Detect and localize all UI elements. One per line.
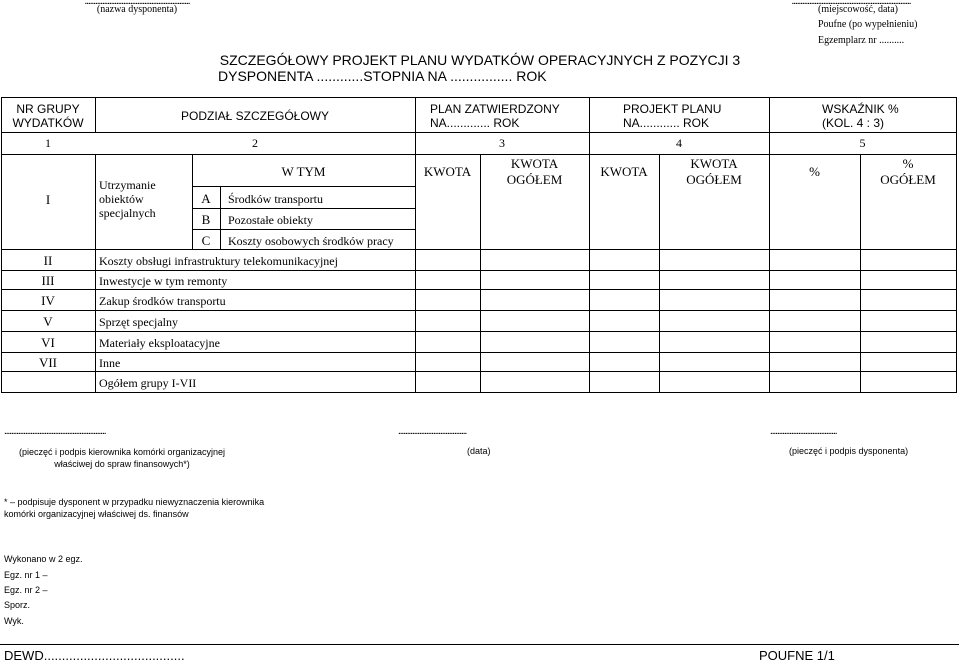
row-label: Sprzęt specjalny — [99, 315, 178, 329]
column-number-4: 4 — [676, 136, 682, 150]
subitem-letter: C — [201, 233, 211, 248]
copy-number-label: Egzemplarz nr .......... — [818, 35, 905, 46]
row-label: Zakup środków transportu — [99, 294, 226, 308]
place-date-caption: (miejscowość, data) — [818, 4, 898, 15]
subheader-projekt-kwota-ogolem: KWOTA OGÓŁEM — [686, 156, 742, 187]
signature-dots-mid: ....................................... — [398, 425, 467, 437]
subheader-plan-kwota: KWOTA — [423, 164, 472, 179]
document-title-line1: SZCZEGÓŁOWY PROJEKT PLANU WYDATKÓW OPERACYJNYCH Z POZYCJI 3 — [219, 52, 741, 68]
classification-label: Poufne (po wypełnieniu) — [818, 19, 918, 30]
signature-caption-right: (pieczęć i podpis dysponenta) — [789, 446, 909, 456]
organization-name-caption: (nazwa dysponenta) — [96, 4, 178, 15]
footer-classification: POUFNE 1/1 — [759, 648, 835, 663]
row-number: VII — [38, 355, 58, 370]
row-number: III — [41, 273, 55, 288]
header-podzial: PODZIAŁ SZCZEGÓŁOWY — [180, 109, 330, 123]
signature-dots-right: ...................................... — [770, 425, 837, 437]
row-label: Koszty obsługi infrastruktury telekomunikacyjnej — [99, 254, 338, 268]
column-number-3: 3 — [499, 136, 505, 150]
signature-dots-left: .......................................................... — [4, 425, 106, 437]
signature-caption-left: (pieczęć i podpis kierownika komórki organizacyjnej właściwej do spraw finansowych*) — [18, 447, 226, 469]
row-label: Materiały eksploatacyjne — [99, 336, 220, 350]
distribution-line: Wykonano w 2 egz. — [4, 554, 83, 564]
subitem-letter: B — [201, 212, 211, 227]
header-nr-grupy: NR GRUPY WYDATKÓW — [12, 102, 84, 130]
subitem-label: Środków transportu — [228, 192, 323, 206]
total-row-label: Ogółem grupy I-VII — [99, 376, 197, 390]
subheader-plan-kwota-ogolem: KWOTA OGÓŁEM — [506, 156, 563, 187]
subheader-pct-ogolem: % OGÓŁEM — [880, 156, 936, 187]
row-number: II — [43, 253, 53, 268]
distribution-line: Egz. nr 1 – — [4, 570, 48, 580]
row-number: VI — [41, 335, 55, 350]
distribution-line: Wyk. — [4, 616, 24, 626]
distribution-line: Sporz. — [4, 600, 31, 610]
column-number-5: 5 — [859, 136, 866, 150]
subitem-letter: A — [201, 191, 211, 206]
row-label: Inne — [99, 356, 121, 370]
header-projekt: PROJEKT PLANU NA............ ROK — [623, 102, 722, 130]
subheader-w-tym: W TYM — [281, 164, 326, 179]
header-plan: PLAN ZATWIERDZONY NA............. ROK — [430, 102, 560, 130]
subheader-pct: % — [809, 164, 820, 179]
group-label: Utrzymanie obiektów specjalnych — [99, 178, 156, 220]
subheader-projekt-kwota: KWOTA — [600, 164, 648, 179]
row-label: Inwestycje w tym remonty — [99, 274, 228, 288]
subitem-label: Koszty osobowych środków pracy — [228, 234, 394, 248]
place-date-dots: .................................................................... — [791, 0, 911, 7]
distribution-line: Egz. nr 2 – — [4, 585, 48, 595]
footnote: * – podpisuje dysponent w przypadku niewyznaczenia kierownika komórki organizacyjnej właściwej ds. finansów — [4, 497, 265, 519]
column-number-1: 1 — [45, 136, 51, 150]
organization-name-dots: ............................................................ — [84, 0, 190, 7]
group-number: I — [45, 192, 51, 207]
column-number-2: 2 — [252, 136, 258, 150]
row-number: IV — [41, 293, 55, 308]
signature-caption-mid: (data) — [467, 446, 491, 456]
header-wskaznik: WSKAŹNIK % (KOL. 4 : 3) — [822, 102, 899, 130]
document-title-line2: DYSPONENTA ............STOPNIA NA ................ ROK — [218, 68, 547, 84]
footer-rule — [0, 644, 959, 645]
row-number: V — [43, 314, 53, 329]
footer-doc-code: DEWD....................................... — [4, 648, 185, 663]
subitem-label: Pozostałe obiekty — [228, 213, 313, 227]
